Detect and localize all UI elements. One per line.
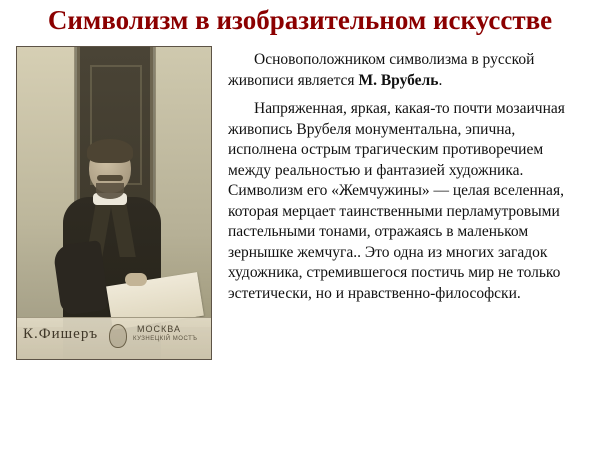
photograph-image: [17, 47, 211, 359]
artist-name: М. Врубель: [358, 71, 439, 89]
page-title: Символизм в изобразительном искусстве: [47, 5, 553, 35]
paragraph-description: Напряженная, яркая, какая-то почти мозаичная живопись Врубеля монументальна, эпична, исполнена острым трагическим противоречием между реальностью и фантазией художника. Символизм его «Жемчужины» — целая вселенная, которая мерцает таинственными перламутровыми пастельными тонами, отражаясь в маленьком зернышке жемчуга.. Это одна из многих загадок художника, стремившегося постичь мир не только эстетически, но и нравственно-философски.: [228, 100, 565, 302]
body-text: [228, 50, 584, 312]
photo-caption-bar: [17, 317, 211, 359]
photo-figure-arm: [52, 240, 109, 316]
photo-figure-beard: [96, 183, 124, 199]
photo-figure-hand: [125, 273, 147, 286]
photo-caption-signature: К.Фишеръ: [23, 326, 99, 342]
photo-caption-address: КУЗНЕЦКIЙ МОСТЪ: [133, 336, 198, 342]
paragraph-1-text-before: Основоположником символизма в русской живописи является: [228, 51, 535, 89]
photo-caption-city: МОСКВА: [137, 324, 181, 334]
photo-figure-hair: [87, 139, 133, 163]
paragraph-1-text-after: .: [438, 71, 443, 89]
paragraph-intro: [228, 50, 584, 91]
photo-caption-emblem-icon: [109, 324, 127, 348]
photo-figure-moustache: [97, 175, 123, 181]
portrait-photograph: [16, 46, 212, 360]
